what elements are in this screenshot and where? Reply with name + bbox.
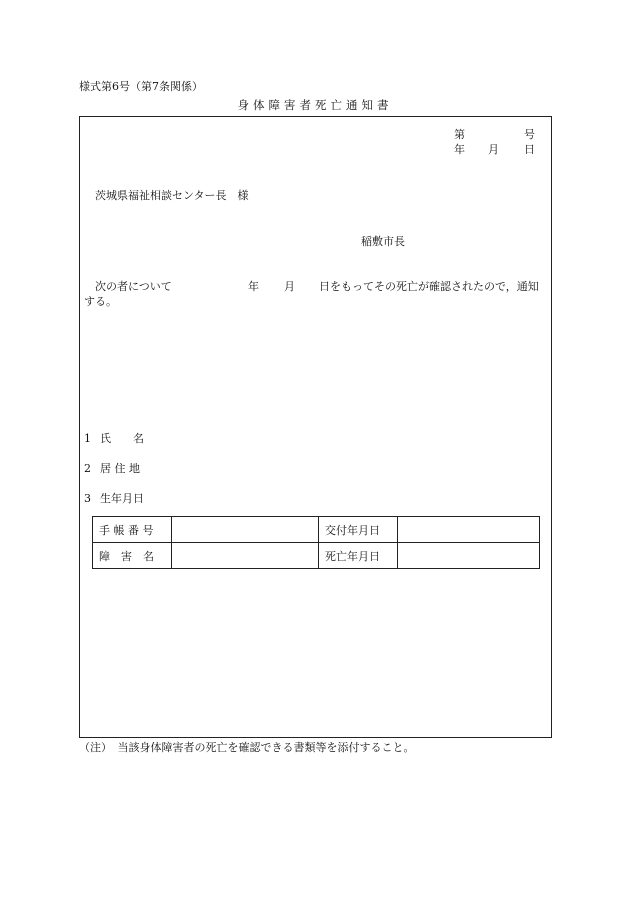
form-frame [79,116,552,738]
info-table [92,516,540,569]
item-label: 居 住 地 [100,462,140,475]
item-number: 1 [84,432,91,445]
item-label: 氏 名 [100,432,144,445]
document-title: 身体障害者死亡通知書 [237,98,393,112]
disability-name-field[interactable] [172,543,319,569]
issue-date-label: 交付年月日 [319,517,398,543]
disability-name-label: 障 害 名 [93,543,172,569]
death-date-field[interactable] [398,543,540,569]
handbook-number-field[interactable] [172,517,319,543]
item-number: 3 [84,492,91,505]
table-row [93,517,540,543]
table-row [93,543,540,569]
number-prefix: 第 [454,128,465,141]
body-text-part3: する。 [84,295,117,308]
footnote: （注） 当該身体障害者の死亡を確認できる書類等を添付すること。 [79,741,415,754]
date-month-label: 月 [488,143,499,156]
item-name [84,432,144,446]
body-year-label: 年 [248,280,259,293]
issue-date-field[interactable] [398,517,540,543]
addressee: 茨城県福祉相談センター長 様 [95,189,249,202]
form-number: 様式第6号（第7条関係） [79,80,203,93]
handbook-number-label: 手 帳 番 号 [93,517,172,543]
item-label: 生年月日 [100,492,144,505]
sender: 稲敷市長 [361,235,405,248]
item-number: 2 [84,462,91,475]
date-year-label: 年 [454,143,465,156]
item-address [84,462,140,476]
date-day-label: 日 [524,143,535,156]
item-birthdate [84,492,144,506]
body-text-part2: 日をもってその死亡が確認されたので，通知 [319,280,539,293]
body-text-part1: 次の者について [95,280,172,293]
number-suffix: 号 [524,128,535,141]
death-date-label: 死亡年月日 [319,543,398,569]
body-month-label: 月 [284,280,295,293]
